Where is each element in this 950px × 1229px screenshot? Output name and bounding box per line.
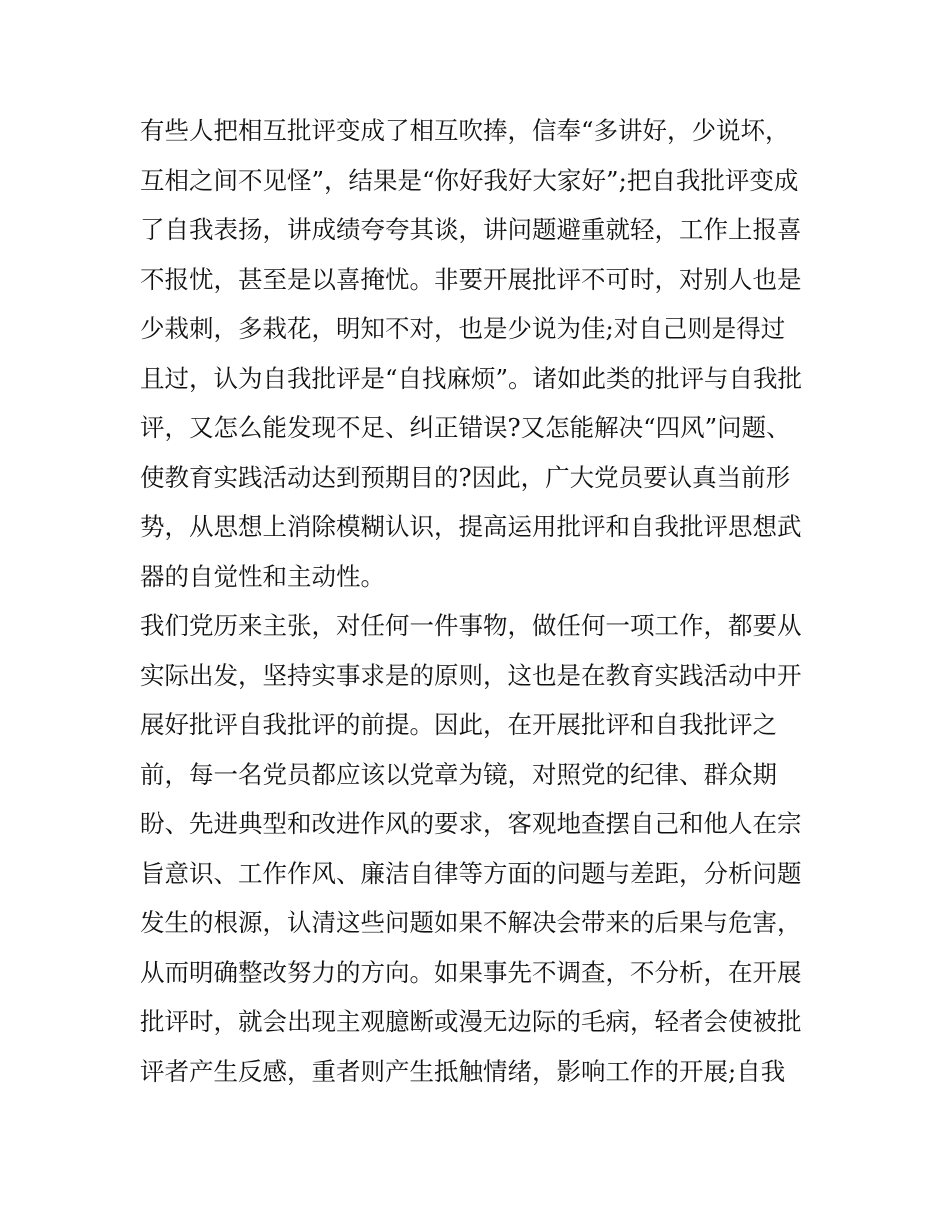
- body-text: [140, 106, 820, 1096]
- text-line: 且过，认为自我批评是“自找麻烦”。诸如此类的批评与自我批: [140, 363, 803, 393]
- text-line: 使教育实践活动达到预期目的?因此，广大党员要认真当前形: [140, 462, 791, 492]
- text-line: 不报忧，甚至是以喜掩忧。非要开展批评不可时，对别人也是: [140, 264, 802, 294]
- text-line: 展好批评自我批评的前提。因此，在开展批评和自我批评之: [140, 710, 777, 739]
- text-line: 旨意识、工作作风、廉洁自律等方面的问题与差距，分析问题: [140, 858, 802, 888]
- text-line: 评，又怎么能发现不足、纠正错误?又怎能解决“四风”问题、: [140, 413, 791, 442]
- text-line: 我们党历来主张，对任何一件事物，做任何一项工作，都要从: [140, 611, 802, 640]
- text-line: 了自我表扬，讲成绩夸夸其谈，讲问题避重就轻，工作上报喜: [140, 215, 802, 244]
- text-line: 发生的根源，认清这些问题如果不解决会带来的后果与危害，: [140, 908, 802, 937]
- text-line: 前，每一名党员都应该以党章为镜，对照党的纪律、群众期: [140, 759, 777, 789]
- text-line: 从而明确整改努力的方向。如果事先不调查，不分析，在开展: [140, 957, 802, 987]
- text-line: 实际出发，坚持实事求是的原则，这也是在教育实践活动中开: [140, 660, 802, 690]
- text-line: 互相之间不见怪”，结果是“你好我好大家好”;把自我批评变成: [140, 165, 799, 195]
- text-line: 批评时，就会出现主观臆断或漫无边际的毛病，轻者会使被批: [140, 1007, 802, 1036]
- text-line: 盼、先进典型和改进作风的要求，客观地查摆自己和他人在宗: [140, 809, 802, 838]
- text-line: 少栽刺，多栽花，明知不对，也是少说为佳;对自己则是得过: [140, 314, 786, 343]
- text-line: 器的自觉性和主动性。: [140, 561, 385, 591]
- text-line: 评者产生反感，重者则产生抵触情绪，影响工作的开展;自我: [140, 1056, 786, 1086]
- text-line: 势，从思想上消除模糊认识，提高运用批评和自我批评思想武: [140, 512, 802, 541]
- text-line: 有些人把相互批评变成了相互吹捧，信奉“多讲好，少说坏，: [140, 116, 790, 145]
